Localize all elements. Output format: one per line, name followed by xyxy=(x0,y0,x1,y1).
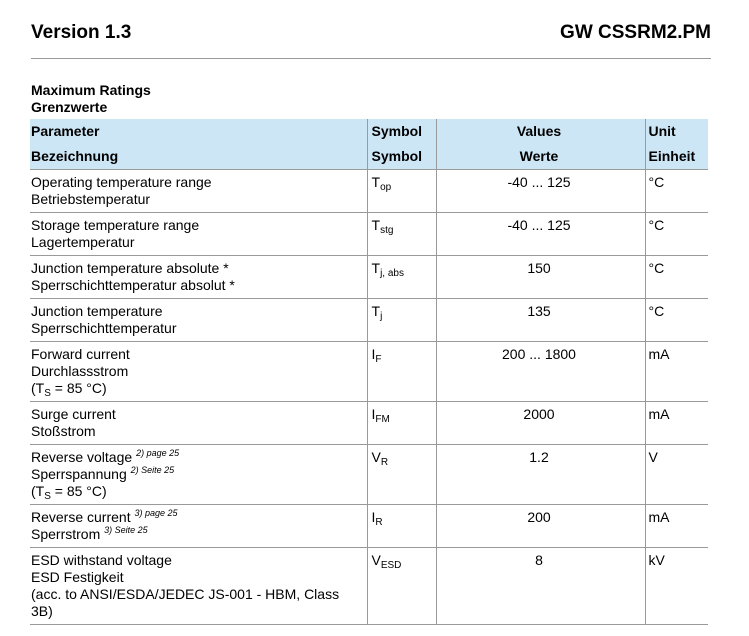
parameter-cell xyxy=(30,170,367,213)
table-row xyxy=(30,256,708,299)
symbol: V xyxy=(371,449,381,465)
symbol-cell xyxy=(367,548,436,625)
symbol-cell xyxy=(367,445,436,505)
parameter-en-line xyxy=(31,509,363,526)
col-header-symbol-en: Symbol xyxy=(371,123,423,139)
table-row xyxy=(30,170,708,213)
symbol-cell xyxy=(367,402,436,445)
unit-cell: mA xyxy=(645,342,708,402)
value-cell: -40 ... 125 xyxy=(436,170,645,213)
parameter-de: Sperrschichttemperatur xyxy=(31,320,177,336)
col-header-parameter-en: Parameter xyxy=(31,123,100,139)
table-row xyxy=(30,299,708,342)
condition-subscript: S xyxy=(44,491,51,502)
footnote-reference: 3) Seite 25 xyxy=(104,525,148,535)
parameter-cell xyxy=(30,256,367,299)
footnote-reference: 3) page 25 xyxy=(134,508,178,518)
symbol-subscript: j, abs xyxy=(380,268,404,279)
symbol: T xyxy=(371,303,381,319)
parameter-en: Junction temperature absolute * xyxy=(31,260,229,276)
parameter-en: Surge current xyxy=(31,406,116,422)
unit-cell: V xyxy=(645,445,708,505)
col-header-symbol xyxy=(367,119,436,170)
value-cell: 200 xyxy=(436,505,645,548)
col-header-parameter xyxy=(30,119,367,170)
parameter-en: Forward current xyxy=(31,346,130,362)
value-cell: 135 xyxy=(436,299,645,342)
symbol-subscript: F xyxy=(375,354,382,365)
unit-cell: kV xyxy=(645,548,708,625)
header-divider xyxy=(31,58,711,59)
table-row xyxy=(30,505,708,548)
value-cell: 8 xyxy=(436,548,645,625)
parameter-cell xyxy=(30,548,367,625)
parameter-de: Stoßstrom xyxy=(31,423,96,439)
parameter-en: Reverse current xyxy=(31,509,131,525)
symbol-subscript: stg xyxy=(380,225,394,236)
symbol: I xyxy=(371,346,376,362)
symbol: T xyxy=(371,260,381,276)
symbol: I xyxy=(371,406,376,422)
symbol-cell xyxy=(367,256,436,299)
symbol: I xyxy=(371,509,376,525)
parameter-de: Sperrstrom xyxy=(31,526,101,542)
table-row xyxy=(30,342,708,402)
parameter-de: ESD Festigkeit xyxy=(31,569,124,585)
unit-cell: mA xyxy=(645,402,708,445)
symbol-subscript: op xyxy=(380,182,392,193)
parameter-condition: (acc. to ANSI/ESDA/JEDEC JS-001 - HBM, Class 3B) xyxy=(31,586,340,619)
parameter-en: Operating temperature range xyxy=(31,174,212,190)
symbol-subscript: R xyxy=(375,517,383,528)
symbol-cell xyxy=(367,505,436,548)
parameter-en: Storage temperature range xyxy=(31,217,200,233)
value-cell: -40 ... 125 xyxy=(436,213,645,256)
parameter-de-line xyxy=(31,526,363,543)
table-header-row xyxy=(30,119,708,170)
value-cell: 1.2 xyxy=(436,445,645,505)
parameter-cell xyxy=(30,213,367,256)
parameter-de: Durchlassstrom xyxy=(31,363,129,379)
parameter-de: Betriebstemperatur xyxy=(31,191,151,207)
value-cell: 200 ... 1800 xyxy=(436,342,645,402)
col-header-values-en: Values xyxy=(516,123,562,139)
symbol-cell xyxy=(367,213,436,256)
col-header-unit-de: Einheit xyxy=(648,148,696,164)
condition-prefix: (T xyxy=(31,483,45,499)
section-title-en: Maximum Ratings xyxy=(31,82,151,98)
product-name: GW CSSRM2.PM xyxy=(560,22,711,43)
symbol-cell xyxy=(367,170,436,213)
symbol-subscript: ESD xyxy=(380,560,402,571)
parameter-de: Sperrschichttemperatur absolut * xyxy=(31,277,235,293)
parameter-de: Lagertemperatur xyxy=(31,234,135,250)
parameter-en: Junction temperature xyxy=(31,303,163,319)
col-header-values xyxy=(436,119,645,170)
parameter-cell xyxy=(30,505,367,548)
parameter-en: ESD withstand voltage xyxy=(31,552,172,568)
symbol: T xyxy=(371,174,381,190)
symbol-cell xyxy=(367,299,436,342)
condition-suffix: = 85 °C) xyxy=(50,380,107,396)
col-header-unit xyxy=(645,119,708,170)
maximum-ratings-table xyxy=(30,119,708,625)
parameter-condition xyxy=(31,483,363,500)
section-title xyxy=(31,82,151,116)
unit-cell: °C xyxy=(645,213,708,256)
symbol-subscript: j xyxy=(380,311,383,322)
col-header-values-de: Werte xyxy=(519,148,559,164)
footnote-reference: 2) page 25 xyxy=(136,448,180,458)
symbol-subscript: FM xyxy=(375,414,390,425)
table-row xyxy=(30,213,708,256)
value-cell: 2000 xyxy=(436,402,645,445)
parameter-en-line xyxy=(31,449,363,466)
parameter-cell xyxy=(30,445,367,505)
symbol-subscript: R xyxy=(380,457,389,468)
condition-subscript: S xyxy=(44,388,51,399)
section-title-de: Grenzwerte xyxy=(31,99,108,115)
unit-cell: mA xyxy=(645,505,708,548)
parameter-cell xyxy=(30,299,367,342)
parameter-en: Reverse voltage xyxy=(31,449,133,465)
unit-cell: °C xyxy=(645,299,708,342)
col-header-unit-en: Unit xyxy=(648,123,676,139)
table-row xyxy=(30,402,708,445)
parameter-cell xyxy=(30,342,367,402)
unit-cell: °C xyxy=(645,170,708,213)
parameter-de: Sperrspannung xyxy=(31,466,127,482)
condition-suffix: = 85 °C) xyxy=(50,483,107,499)
table-row xyxy=(30,548,708,625)
parameter-condition xyxy=(31,380,363,397)
document-version: Version 1.3 xyxy=(31,22,132,43)
parameter-de-line xyxy=(31,466,363,483)
value-cell: 150 xyxy=(436,256,645,299)
symbol: V xyxy=(371,552,381,568)
parameter-cell xyxy=(30,402,367,445)
table-row xyxy=(30,445,708,505)
symbol: T xyxy=(371,217,381,233)
col-header-symbol-de: Symbol xyxy=(371,148,423,164)
footnote-reference: 2) Seite 25 xyxy=(130,465,175,475)
col-header-parameter-de: Bezeichnung xyxy=(31,148,119,164)
unit-cell: °C xyxy=(645,256,708,299)
symbol-cell xyxy=(367,342,436,402)
condition-prefix: (T xyxy=(31,380,45,396)
